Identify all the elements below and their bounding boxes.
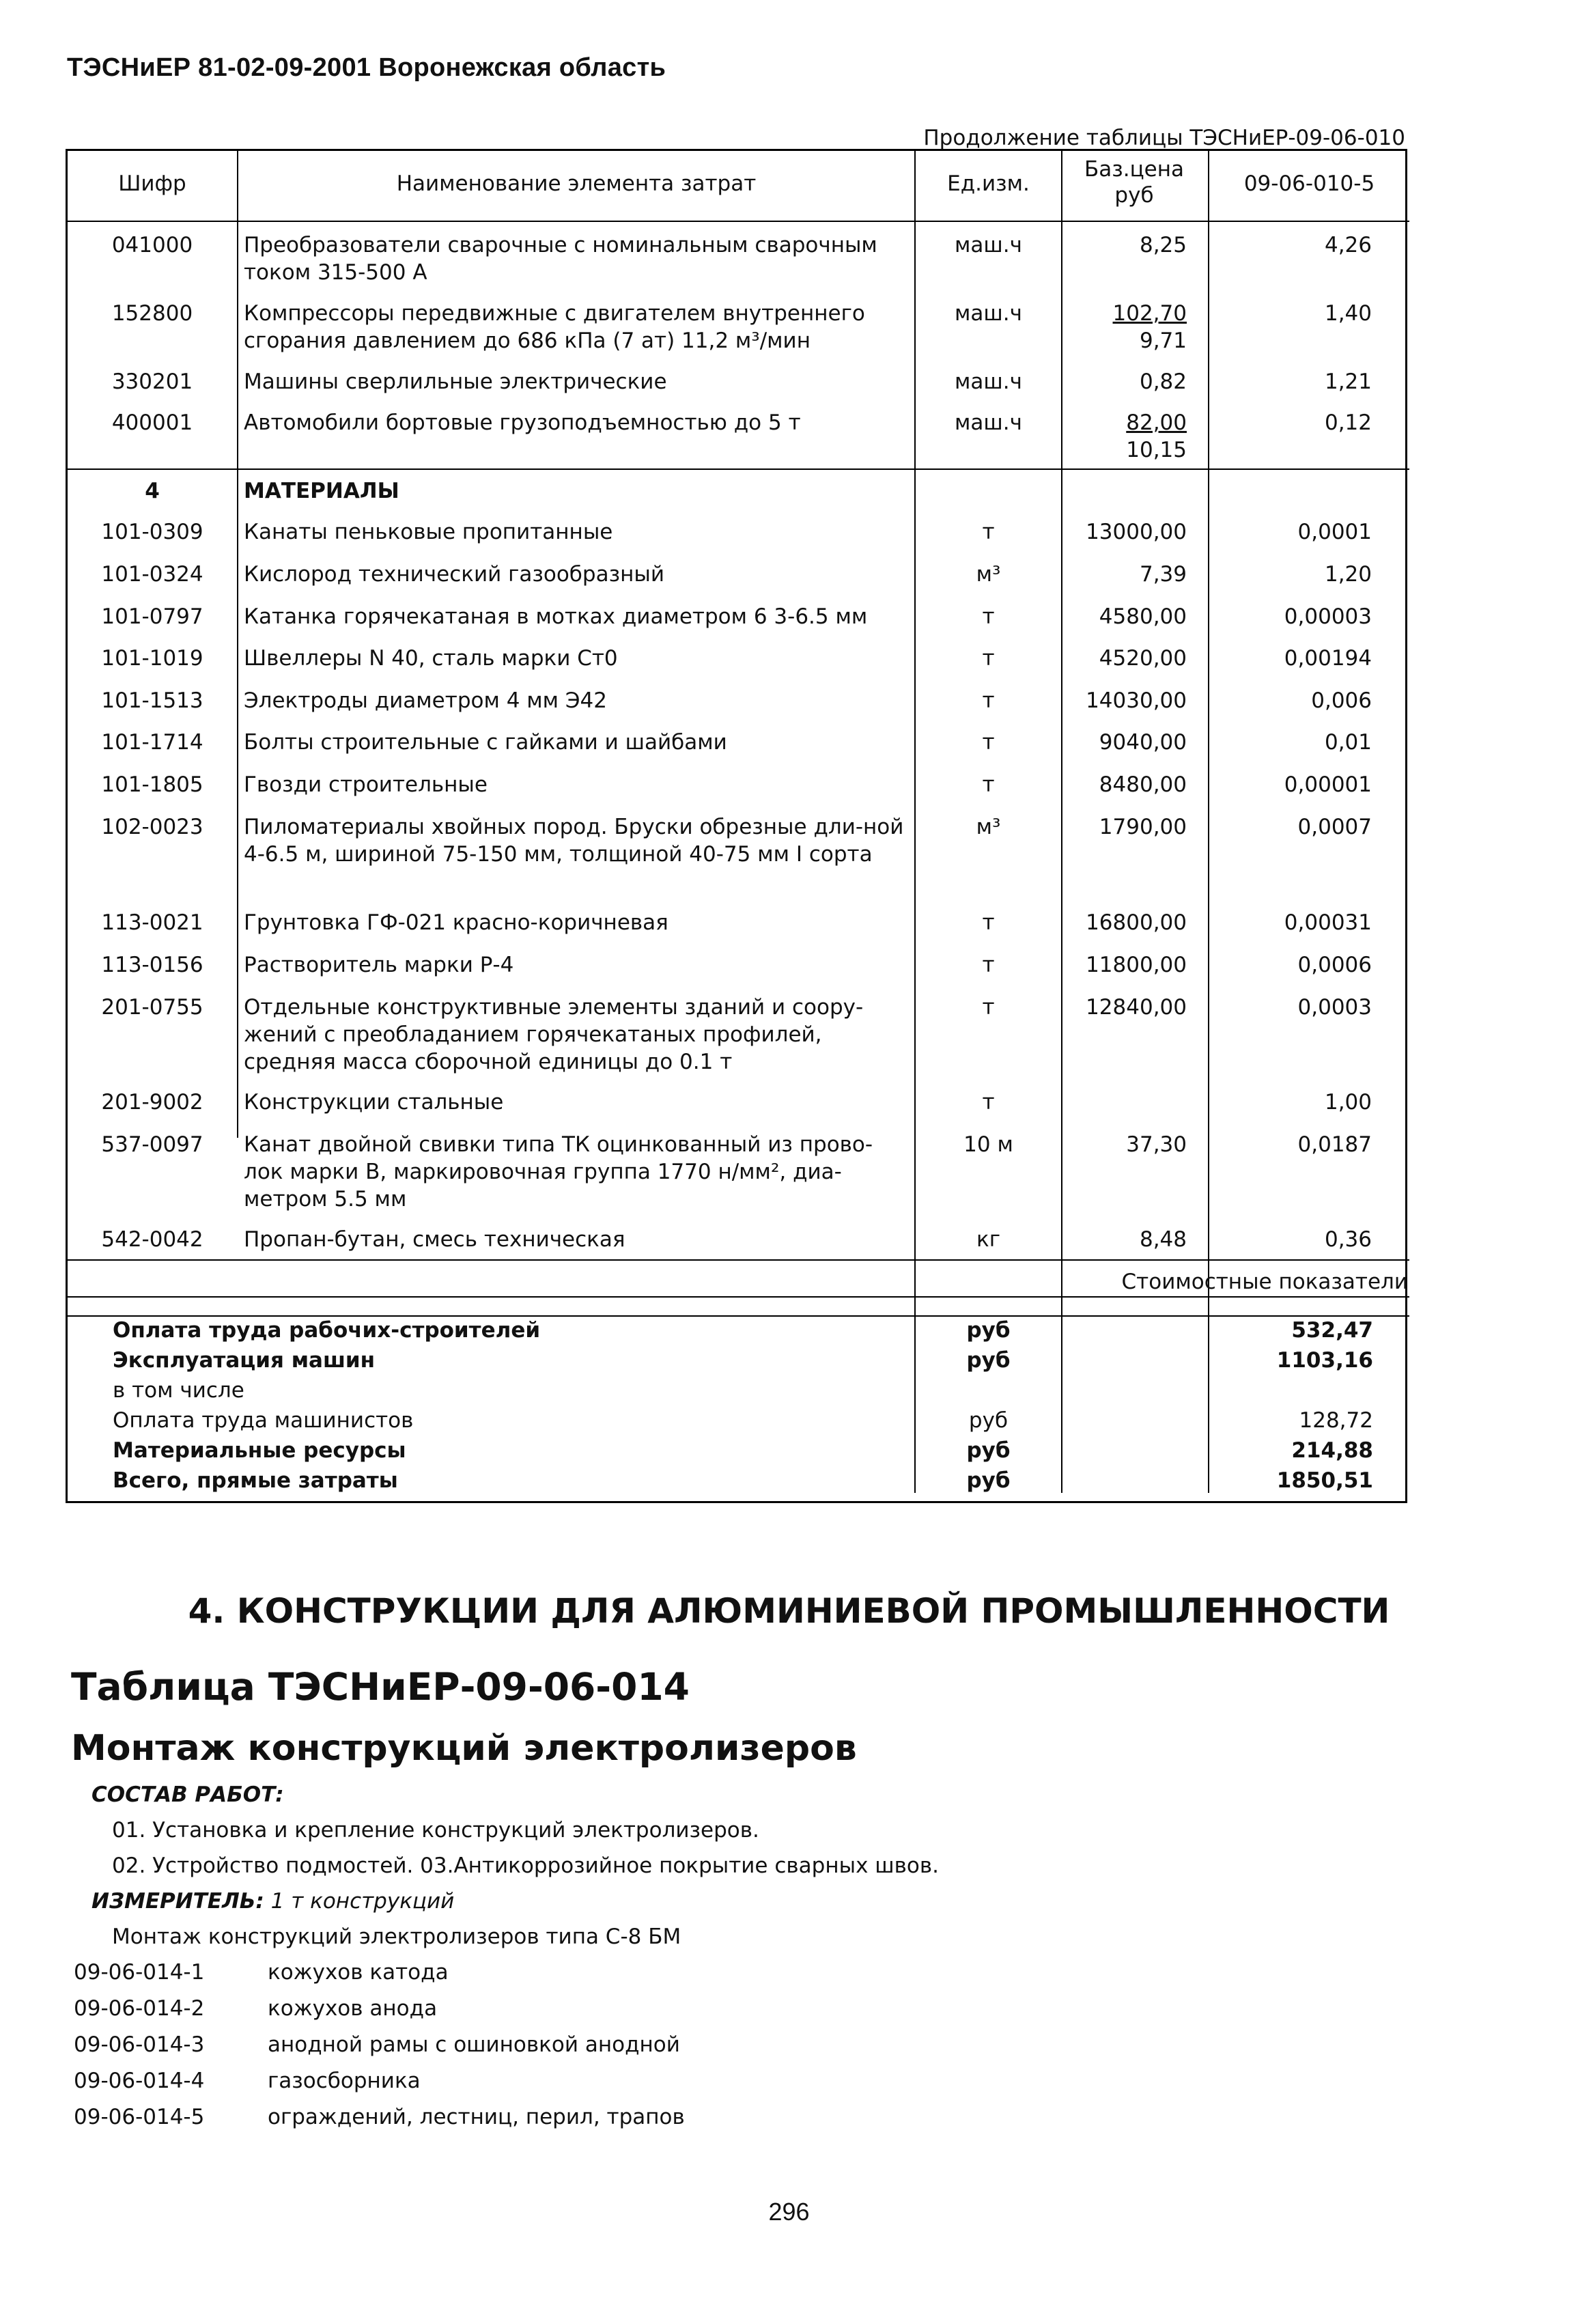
item-code: 09-06-014-1 [74, 1960, 205, 1985]
table-title: Таблица ТЭСНиЕР-09-06-014 [71, 1665, 690, 1709]
row-name: Автомобили бортовые грузоподъемностью до 5 т [244, 410, 801, 435]
row-unit: т [982, 1090, 995, 1115]
row-name: Преобразователи сварочные с номинальным сварочным током 315-500 А [244, 233, 877, 285]
izmeritel-value: 1 т конструкций [270, 1889, 455, 1914]
row-code: 152800 [111, 301, 193, 326]
row-unit: т [982, 995, 995, 1020]
cost-value: 214,88 [1291, 1438, 1373, 1463]
row-price: 0,82 [1139, 369, 1187, 394]
col-header-qty: 09-06-010-5 [1243, 171, 1375, 196]
row-code: 101-0324 [101, 562, 203, 587]
row-name: Катанка горячекатаная в мотках диаметром 6 3-6.5 мм [244, 604, 868, 629]
item-code: 09-06-014-4 [74, 2069, 205, 2093]
row-unit: т [982, 688, 995, 713]
row-name: Растворитель марки Р-4 [244, 953, 514, 977]
table-subtitle: Монтаж конструкций электролизеров [71, 1728, 857, 1769]
row-unit: 10 м [963, 1132, 1013, 1157]
row-name: Канаты пеньковые пропитанные [244, 520, 613, 544]
resource-table [66, 149, 1407, 1503]
row-name: Электроды диаметром 4 мм Э42 [244, 688, 607, 713]
row-qty: 0,0187 [1297, 1132, 1372, 1157]
row-name: Швеллеры N 40, сталь марки Ст0 [244, 646, 618, 671]
row-qty: 1,20 [1324, 562, 1372, 587]
cost-unit: руб [966, 1468, 1011, 1493]
row-code: 201-0755 [101, 995, 203, 1020]
row-price: 12840,00 [1086, 995, 1187, 1020]
item-text: газосборника [268, 2069, 421, 2093]
row-unit: кг [976, 1227, 1000, 1252]
row-name: Гвозди строительные [244, 772, 488, 797]
cost-label: Всего, прямые затраты [113, 1468, 398, 1493]
row-price: 4580,00 [1099, 604, 1187, 629]
row-unit: м³ [976, 815, 1001, 839]
row-name: Машины сверлильные электрические [244, 369, 667, 394]
row-qty: 0,006 [1311, 688, 1372, 713]
row-unit: т [982, 953, 995, 977]
row-price: 8480,00 [1099, 772, 1187, 797]
item-text: кожухов катода [268, 1960, 449, 1985]
row-qty: 0,0007 [1297, 815, 1372, 839]
row-qty: 0,00194 [1284, 646, 1372, 671]
row-code: 101-1714 [101, 730, 203, 755]
row-price: 14030,00 [1086, 688, 1187, 713]
cost-rule [68, 1296, 1409, 1298]
cost-label: Оплата труда машинистов [113, 1408, 414, 1433]
sostav-line: 01. Установка и крепление конструкций электролизеров. [112, 1818, 759, 1843]
row-qty: 0,00031 [1284, 910, 1372, 935]
row-unit: т [982, 520, 995, 544]
header-rule [68, 221, 1409, 222]
cost-label: в том числе [113, 1378, 244, 1403]
cost-label: Оплата труда рабочих-строителей [113, 1318, 541, 1343]
row-name: Пропан-бутан, смесь техническая [244, 1227, 625, 1252]
cost-unit: руб [966, 1438, 1011, 1463]
item-text: кожухов анода [268, 1996, 438, 2021]
cost-value: 1850,51 [1276, 1468, 1373, 1493]
row-name: Грунтовка ГФ-021 красно-коричневая [244, 910, 668, 935]
row-code: 101-0797 [101, 604, 203, 629]
row-code: 542-0042 [101, 1227, 203, 1252]
item-code: 09-06-014-5 [74, 2105, 205, 2129]
row-qty: 0,0001 [1297, 520, 1372, 544]
row-price-secondary: 10,15 [1126, 438, 1187, 462]
item-text: анодной рамы с ошиновкой анодной [268, 2032, 680, 2057]
cost-label: Материальные ресурсы [113, 1438, 406, 1463]
cost-unit: руб [966, 1348, 1011, 1373]
row-code: 113-0021 [101, 910, 203, 935]
col-header-name: Наименование элемента затрат [396, 171, 757, 196]
row-code: 101-1019 [101, 646, 203, 671]
row-name: Кислород технический газообразный [244, 562, 664, 587]
materials-code: 4 [145, 479, 160, 503]
intro-line: Монтаж конструкций электролизеров типа С-8 БМ [112, 1924, 681, 1949]
row-price: 13000,00 [1086, 520, 1187, 544]
row-unit: т [982, 730, 995, 755]
row-unit: т [982, 646, 995, 671]
row-qty: 0,0003 [1297, 995, 1372, 1020]
izmeritel-label: ИЗМЕРИТЕЛЬ: [91, 1889, 264, 1914]
row-code: 400001 [111, 410, 193, 435]
row-qty: 0,36 [1324, 1227, 1372, 1252]
row-qty: 1,00 [1324, 1090, 1372, 1115]
materials-title: МАТЕРИАЛЫ [244, 479, 399, 503]
cost-label: Эксплуатация машин [113, 1348, 376, 1373]
row-code: 102-0023 [101, 815, 203, 839]
row-code: 330201 [111, 369, 193, 394]
row-unit: м³ [976, 562, 1001, 587]
row-code: 101-0309 [101, 520, 203, 544]
row-qty: 0,00001 [1284, 772, 1372, 797]
row-qty: 0,12 [1324, 410, 1372, 435]
page-number: 296 [768, 2198, 810, 2226]
cost-unit: руб [966, 1318, 1011, 1343]
row-name: Компрессоры передвижные с двигателем внутреннего сгорания давлением до 686 кПа (7 ат) 11,2 м³/мин [244, 301, 865, 353]
row-unit: маш.ч [955, 301, 1022, 326]
cost-unit: руб [968, 1408, 1009, 1433]
row-code: 201-9002 [101, 1090, 203, 1115]
row-name: Отдельные конструктивные элементы зданий и соору-жений с преобладанием горячекатаных профилей, средняя масса сборочной единицы до 0.1 т [244, 995, 864, 1074]
document-header: ТЭСНиЕР 81-02-09-2001 Воронежская область [67, 53, 666, 82]
cost-value: 128,72 [1299, 1408, 1373, 1433]
section-rule [68, 468, 1409, 470]
row-name: Канат двойной свивки типа ТК оцинкованный из прово-лок марки В, маркировочная группа 1770 н/мм², диа-метром 5.5 мм [244, 1132, 873, 1212]
row-price: 102,70 [1112, 301, 1187, 326]
row-price: 1790,00 [1099, 815, 1187, 839]
row-code: 101-1513 [101, 688, 203, 713]
cost-header: Стоимостные показатели [1121, 1270, 1408, 1294]
row-price-secondary: 9,71 [1139, 328, 1187, 353]
row-qty: 1,40 [1324, 301, 1372, 326]
row-code: 113-0156 [101, 953, 203, 977]
item-code: 09-06-014-2 [74, 1996, 205, 2021]
row-unit: маш.ч [955, 369, 1022, 394]
item-text: ограждений, лестниц, перил, трапов [268, 2105, 685, 2129]
row-code: 041000 [111, 233, 193, 257]
row-price: 8,25 [1139, 233, 1187, 257]
row-qty: 0,00003 [1284, 604, 1372, 629]
row-price: 8,48 [1139, 1227, 1187, 1252]
row-unit: т [982, 772, 995, 797]
section-heading: 4. КОНСТРУКЦИИ ДЛЯ АЛЮМИНИЕВОЙ ПРОМЫШЛЕННОСТИ [188, 1591, 1390, 1631]
row-qty: 1,21 [1324, 369, 1372, 394]
col-divider [237, 151, 238, 1138]
item-code: 09-06-014-3 [74, 2032, 205, 2057]
row-price: 9040,00 [1099, 730, 1187, 755]
row-unit: маш.ч [955, 410, 1022, 435]
row-price: 4520,00 [1099, 646, 1187, 671]
row-code: 537-0097 [101, 1132, 203, 1157]
cost-value: 532,47 [1291, 1318, 1373, 1343]
col-header-code: Шифр [118, 171, 186, 196]
row-qty: 0,01 [1324, 730, 1372, 755]
row-code: 101-1805 [101, 772, 203, 797]
table-continuation-note: Продолжение таблицы ТЭСНиЕР-09-06-010 [923, 126, 1405, 150]
row-price: 82,00 [1126, 410, 1187, 435]
sostav-label: СОСТАВ РАБОТ: [91, 1782, 284, 1807]
row-name: Конструкции стальные [244, 1090, 504, 1115]
row-qty: 4,26 [1324, 233, 1372, 257]
row-name: Болты строительные с гайками и шайбами [244, 730, 727, 755]
row-name: Пиломатериалы хвойных пород. Бруски обрезные дли-ной 4-6.5 м, шириной 75-150 мм, толщиной 40-75 мм I сорта [244, 815, 904, 867]
col-header-price: Баз.цена руб [1084, 157, 1185, 208]
row-price: 7,39 [1139, 562, 1187, 587]
section-rule [68, 1259, 1409, 1261]
row-price: 37,30 [1126, 1132, 1187, 1157]
col-header-unit: Ед.изм. [947, 171, 1030, 196]
row-price: 16800,00 [1086, 910, 1187, 935]
row-price: 11800,00 [1086, 953, 1187, 977]
row-qty: 0,0006 [1297, 953, 1372, 977]
sostav-line: 02. Устройство подмостей. 03.Антикоррозийное покрытие сварных швов. [112, 1853, 940, 1878]
row-unit: маш.ч [955, 233, 1022, 257]
izmeritel-line [91, 1889, 454, 1914]
cost-value: 1103,16 [1276, 1348, 1373, 1373]
row-unit: т [982, 604, 995, 629]
row-unit: т [982, 910, 995, 935]
